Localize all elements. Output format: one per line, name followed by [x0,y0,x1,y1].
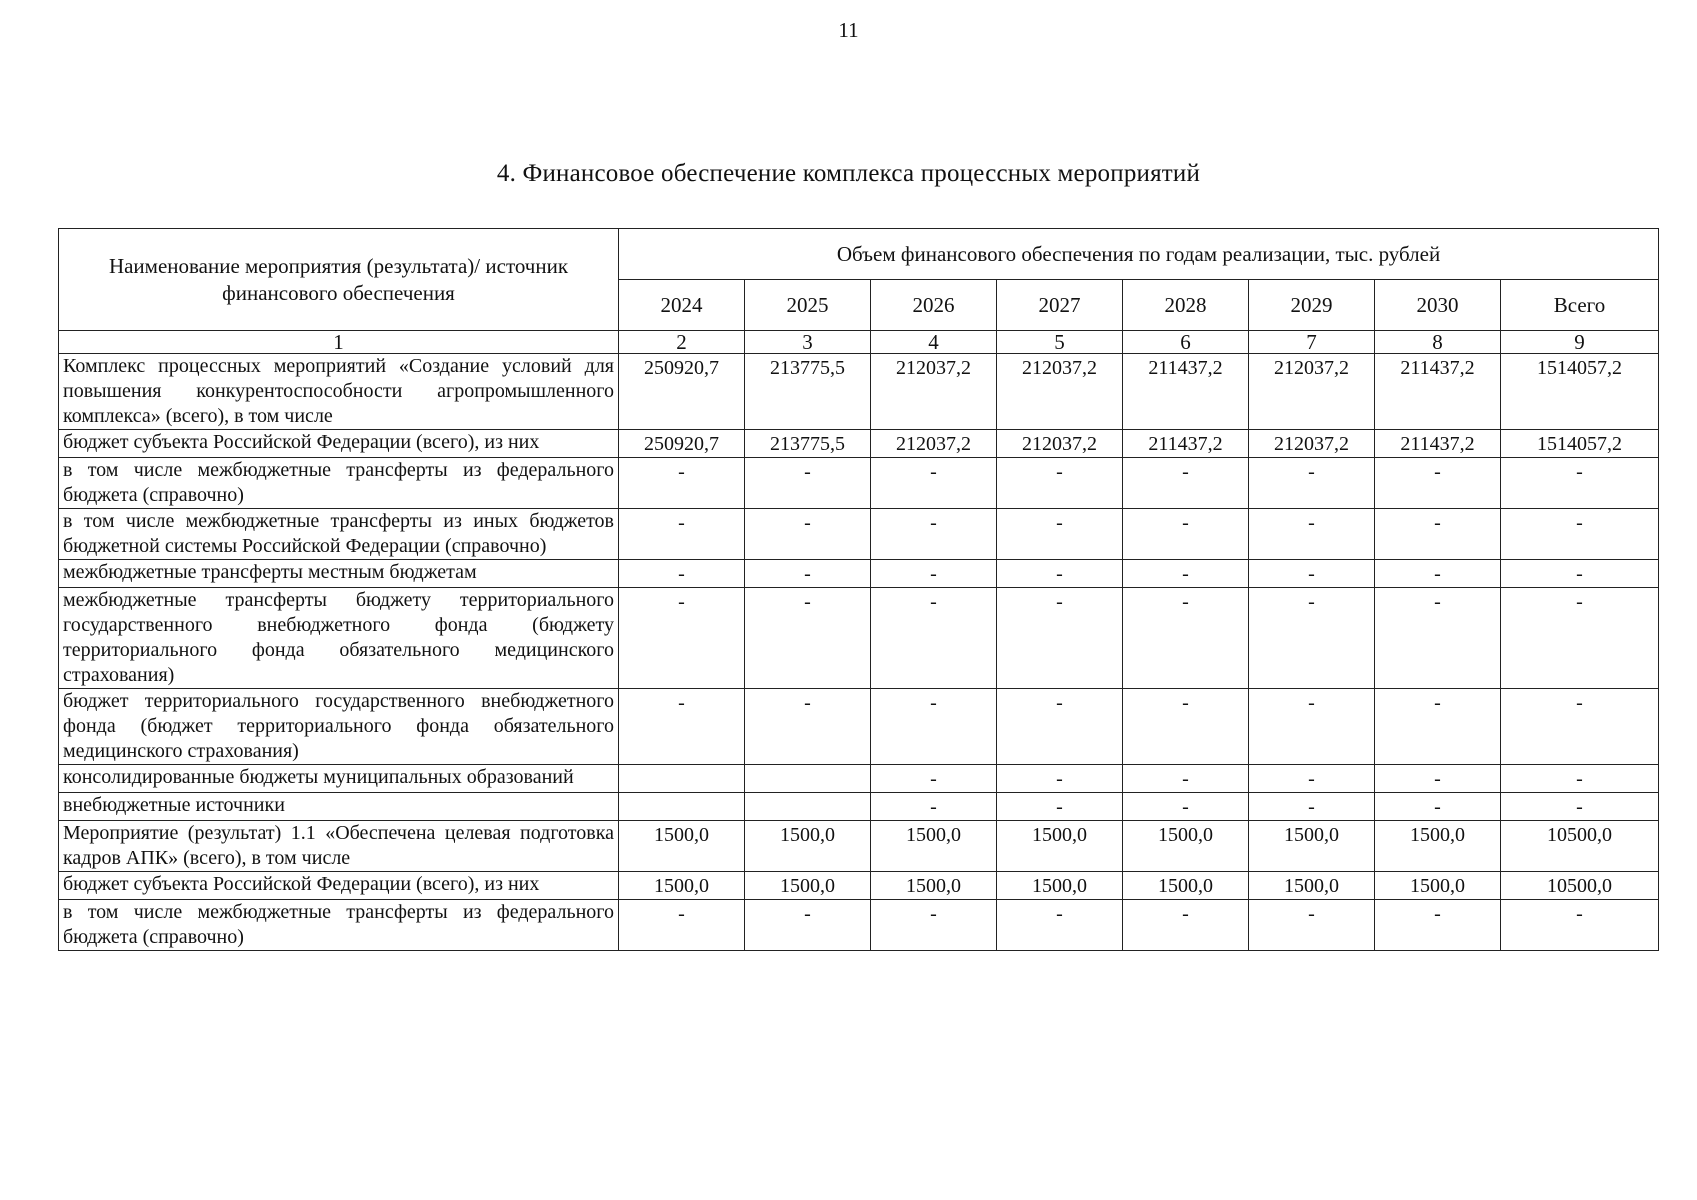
value-cell: - [1501,588,1659,689]
value-cell [619,765,745,793]
value-cell: - [871,900,997,951]
value-cell: - [1123,458,1249,509]
row-name-cell: консолидированные бюджеты муниципальных образований [59,765,619,793]
value-cell: - [1501,765,1659,793]
value-cell: - [997,689,1123,765]
value-cell: - [1123,588,1249,689]
page-number: 11 [838,18,859,42]
value-cell: - [619,458,745,509]
table-row [59,689,1659,765]
value-cell: 1500,0 [745,872,871,900]
column-number: 4 [871,331,997,354]
row-name-cell: бюджет территориального государственного внебюджетного фонда (бюджет территориального фонда обязательного медицинского страхования) [59,689,619,765]
value-cell: 211437,2 [1375,430,1501,458]
table-body [59,331,1659,951]
value-cell: - [1501,900,1659,951]
value-cell: 1500,0 [619,821,745,872]
value-cell: 211437,2 [1375,354,1501,430]
value-cell: - [997,588,1123,689]
value-cell: - [1375,900,1501,951]
section-title: 4. Финансовое обеспечение комплекса процессных мероприятий [496,160,1201,187]
value-cell: - [1375,509,1501,560]
column-number: 7 [1249,331,1375,354]
value-cell: 1500,0 [1123,872,1249,900]
value-cell: - [619,560,745,588]
value-cell: 211437,2 [1123,430,1249,458]
value-cell: 213775,5 [745,430,871,458]
value-cell: - [1375,689,1501,765]
table-row [59,588,1659,689]
year-header-2025: 2025 [745,280,871,331]
value-cell: - [1123,900,1249,951]
value-cell: 212037,2 [997,430,1123,458]
value-cell: - [1375,793,1501,821]
value-cell: 1514057,2 [1501,430,1659,458]
value-cell: - [1501,560,1659,588]
value-cell [619,793,745,821]
value-cell: 250920,7 [619,354,745,430]
value-cell [745,765,871,793]
value-cell: 1500,0 [1249,872,1375,900]
row-name-cell: в том числе межбюджетные трансферты из федерального бюджета (справочно) [59,900,619,951]
row-name-cell: бюджет субъекта Российской Федерации (всего), из них [59,430,619,458]
table-row [59,458,1659,509]
value-cell: - [1375,560,1501,588]
value-cell: - [1501,689,1659,765]
year-header-2026: 2026 [871,280,997,331]
value-cell: 10500,0 [1501,821,1659,872]
value-cell: - [871,588,997,689]
value-cell: - [1123,689,1249,765]
table-row [59,765,1659,793]
table-row [59,560,1659,588]
value-cell: - [1123,793,1249,821]
value-cell: 1500,0 [997,821,1123,872]
financing-table-container [58,228,1658,951]
value-cell: 212037,2 [1249,430,1375,458]
value-cell: - [997,793,1123,821]
value-cell: - [1249,765,1375,793]
table-row [59,821,1659,872]
value-cell: - [745,588,871,689]
value-cell: - [745,560,871,588]
volume-group-header: Объем финансового обеспечения по годам реализации, тыс. рублей [619,229,1659,280]
table-row [59,872,1659,900]
value-cell: 212037,2 [871,354,997,430]
table-row [59,430,1659,458]
row-name-cell: Мероприятие (результат) 1.1 «Обеспечена целевая подготовка кадров АПК» (всего), в том числе [59,821,619,872]
value-cell: - [619,689,745,765]
year-header-2027: 2027 [997,280,1123,331]
value-cell: 212037,2 [1249,354,1375,430]
value-cell: - [997,900,1123,951]
name-column-header: Наименование мероприятия (результата)/ источник финансового обеспечения [59,229,619,331]
year-header-2024: 2024 [619,280,745,331]
column-number: 9 [1501,331,1659,354]
row-name-cell: в том числе межбюджетные трансферты из федерального бюджета (справочно) [59,458,619,509]
value-cell: - [997,765,1123,793]
value-cell: 1500,0 [619,872,745,900]
column-number-row [59,331,1659,354]
value-cell: - [997,509,1123,560]
value-cell: - [1249,689,1375,765]
row-name-cell: бюджет субъекта Российской Федерации (всего), из них [59,872,619,900]
value-cell: 1500,0 [1123,821,1249,872]
value-cell: - [1375,765,1501,793]
value-cell: - [871,689,997,765]
value-cell: - [871,765,997,793]
value-cell: 1500,0 [1249,821,1375,872]
value-cell: - [745,509,871,560]
column-number: 6 [1123,331,1249,354]
value-cell: - [1123,560,1249,588]
value-cell: - [1501,458,1659,509]
year-header-2029: 2029 [1249,280,1375,331]
row-name-cell: межбюджетные трансферты местным бюджетам [59,560,619,588]
column-number: 5 [997,331,1123,354]
value-cell: - [619,588,745,689]
row-name-cell: Комплекс процессных мероприятий «Создание условий для повышения конкурентоспособности агропромышленного комплекса» (всего), в том числе [59,354,619,430]
value-cell: - [745,458,871,509]
value-cell: - [997,560,1123,588]
value-cell: - [1123,765,1249,793]
column-number: 3 [745,331,871,354]
value-cell: - [1249,793,1375,821]
value-cell: - [871,793,997,821]
value-cell: - [619,900,745,951]
value-cell: - [745,900,871,951]
row-name-cell: межбюджетные трансферты бюджету территориального государственного внебюджетного фонда (бюджету территориального фонда обязательного медицинского страхования) [59,588,619,689]
value-cell: 212037,2 [997,354,1123,430]
value-cell: 1514057,2 [1501,354,1659,430]
table-row [59,354,1659,430]
table-row [59,900,1659,951]
value-cell: - [871,458,997,509]
financing-table [58,228,1659,951]
value-cell: - [1123,509,1249,560]
value-cell: 1500,0 [871,872,997,900]
value-cell: 212037,2 [871,430,997,458]
value-cell: - [997,458,1123,509]
value-cell: 213775,5 [745,354,871,430]
value-cell: - [1249,560,1375,588]
value-cell: - [619,509,745,560]
value-cell: 10500,0 [1501,872,1659,900]
value-cell: 1500,0 [745,821,871,872]
row-name-cell: в том числе межбюджетные трансферты из иных бюджетов бюджетной системы Российской Федерации (справочно) [59,509,619,560]
value-cell: - [1375,458,1501,509]
value-cell [745,793,871,821]
header-row-group [59,229,1659,280]
value-cell: - [871,509,997,560]
column-number: 8 [1375,331,1501,354]
column-number: 1 [59,331,619,354]
value-cell: - [1501,509,1659,560]
value-cell: - [1249,588,1375,689]
year-header-total: Всего [1501,280,1659,331]
value-cell: 211437,2 [1123,354,1249,430]
row-name-cell: внебюджетные источники [59,793,619,821]
value-cell: 1500,0 [1375,821,1501,872]
value-cell: - [1249,900,1375,951]
value-cell: 1500,0 [997,872,1123,900]
year-header-2030: 2030 [1375,280,1501,331]
year-header-2028: 2028 [1123,280,1249,331]
value-cell: - [1249,458,1375,509]
table-row [59,793,1659,821]
value-cell: - [1375,588,1501,689]
value-cell: - [1501,793,1659,821]
value-cell: 1500,0 [871,821,997,872]
value-cell: 1500,0 [1375,872,1501,900]
value-cell: - [745,689,871,765]
table-row [59,509,1659,560]
value-cell: - [1249,509,1375,560]
value-cell: 250920,7 [619,430,745,458]
value-cell: - [871,560,997,588]
column-number: 2 [619,331,745,354]
